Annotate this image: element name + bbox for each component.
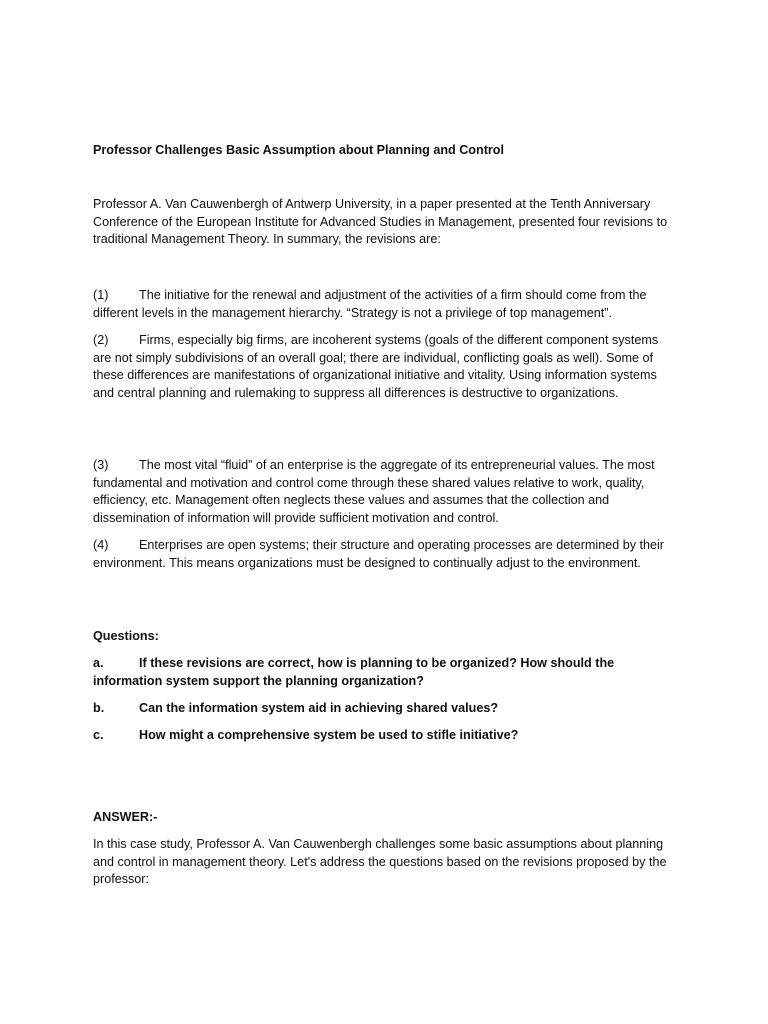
answer-paragraph: In this case study, Professor A. Van Cauwenbergh challenges some basic assumptions about planning and control in management theory. Let's address the questions based on the revisions proposed by the professor: (93, 837, 667, 887)
question-letter: c. (93, 728, 104, 742)
questions-heading: Questions: (93, 629, 159, 643)
intro-paragraph: Professor A. Van Cauwenbergh of Antwerp University, in a paper presented at the Tenth Anniversary Conference of the European Institute for Advanced Studies in Management, presented four revisions to traditional Management Theory. In summary, the revisions are: (93, 197, 668, 247)
revision-text: The most vital “fluid” of an enterprise is the aggregate of its entrepreneurial values. The most fundamental and motivation and control come through these shared values relative to work, quality, efficiency, etc. Management often neglects these values and assumes that the collection and dissemination of information will provide sufficient motivation and control. (93, 458, 655, 525)
revision-text: The initiative for the renewal and adjustment of the activities of a firm should come from the different levels in the management hierarchy. “Strategy is not a privilege of top management”. (93, 288, 647, 320)
answer-heading: ANSWER:- (93, 810, 158, 824)
question-item (93, 700, 676, 718)
revision-number: (3) (93, 458, 109, 472)
revision-text: Enterprises are open systems; their structure and operating processes are determined by their environment. This means organizations must be designed to continually adjust to the environment. (93, 538, 665, 570)
revision-number: (1) (93, 288, 109, 302)
revision-number: (2) (93, 333, 109, 347)
document-title: Professor Challenges Basic Assumption about Planning and Control (93, 143, 504, 157)
question-item (93, 727, 676, 745)
question-text: How might a comprehensive system be used to stifle initiative? (139, 728, 519, 742)
revision-item (93, 332, 676, 402)
revision-number: (4) (93, 538, 109, 552)
revision-item (93, 287, 676, 322)
question-text: If these revisions are correct, how is planning to be organized? How should the information system support the planning organization? (93, 656, 615, 688)
revision-text: Firms, especially big firms, are incoherent systems (goals of the different component systems are not simply subdivisions of an overall goal; there are individual, conflicting goals as well). Some of these differences are manifestations of organizational initiative and vitality. Using information systems and central planning and rulemaking to suppress all differences is destructive to organizations. (93, 333, 659, 400)
question-letter: a. (93, 656, 104, 670)
question-text: Can the information system aid in achieving shared values? (139, 701, 499, 715)
question-letter: b. (93, 701, 105, 715)
question-item (93, 655, 676, 690)
revision-item (93, 537, 676, 572)
revision-item (93, 457, 676, 527)
